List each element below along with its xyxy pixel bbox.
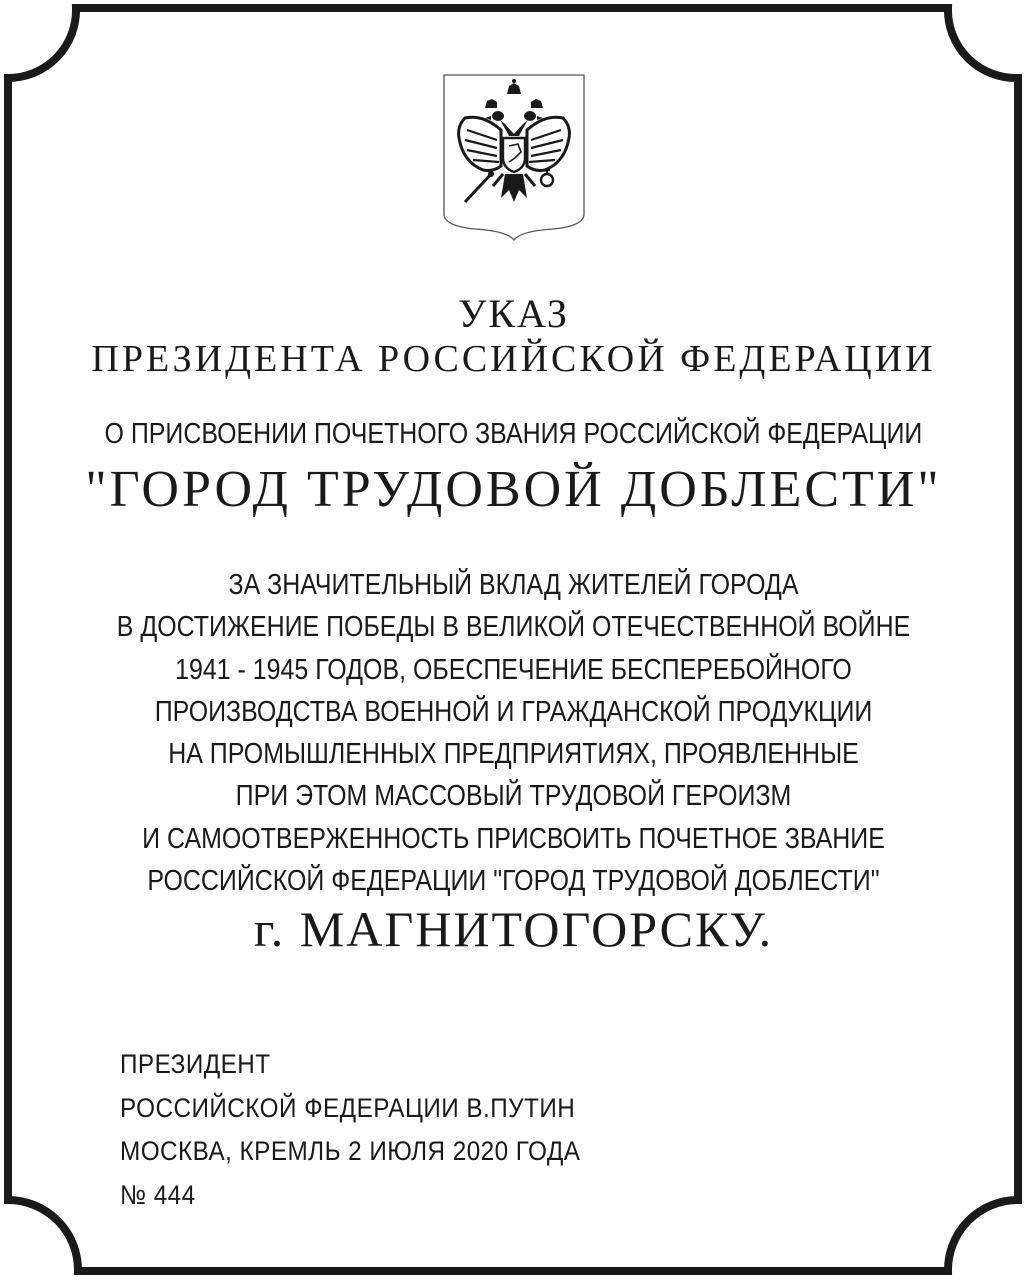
coat-of-arms-icon (443, 74, 585, 242)
body-line: 1941 - 1945 ГОДОВ, ОБЕСПЕЧЕНИЕ БЕСПЕРЕБОЙНОГО (175, 653, 852, 686)
honorary-title: "ГОРОД ТРУДОВОЙ ДОБЛЕСТИ" (85, 461, 942, 518)
place-and-date: МОСКВА, КРЕМЛЬ 2 ИЮЛЯ 2020 ГОДА (120, 1136, 581, 1166)
decree-issuer: ПРЕЗИДЕНТА РОССИЙСКОЙ ФЕДЕРАЦИИ (91, 338, 936, 380)
decree-number: № 444 (120, 1179, 196, 1210)
body-line: НА ПРОМЫШЛЕННЫХ ПРЕДПРИЯТИЯХ, ПРОЯВЛЕННЫЕ (168, 738, 859, 771)
decree-body (0, 564, 1027, 902)
signatory-position: ПРЕЗИДЕНТ (120, 1049, 271, 1079)
signatory-name: РОССИЙСКОЙ ФЕДЕРАЦИИ В.ПУТИН (120, 1092, 576, 1123)
body-line: ПРИ ЭТОМ МАССОВЫЙ ТРУДОВОЙ ГЕРОИЗМ (235, 780, 792, 813)
decree-subject: О ПРИСВОЕНИИ ПОЧЕТНОГО ЗВАНИЯ РОССИЙСКОЙ ФЕДЕРАЦИИ (104, 418, 923, 450)
body-line: И САМООТВЕРЖЕННОСТЬ ПРИСВОИТЬ ПОЧЕТНОЕ ЗВАНИЕ (142, 822, 885, 855)
body-line: ПРОИЗВОДСТВА ВОЕННОЙ И ГРАЖДАНСКОЙ ПРОДУКЦИИ (154, 695, 873, 728)
decree-title: УКАЗ (458, 291, 569, 336)
body-line: ЗА ЗНАЧИТЕЛЬНЫЙ ВКЛАД ЖИТЕЛЕЙ ГОРОДА (228, 569, 799, 601)
body-line: В ДОСТИЖЕНИЕ ПОБЕДЫ В ВЕЛИКОЙ ОТЕЧЕСТВЕННОЙ ВОЙНЕ (116, 611, 911, 644)
body-line: РОССИЙСКОЙ ФЕДЕРАЦИИ "ГОРОД ТРУДОВОЙ ДОБЛЕСТИ" (147, 865, 880, 898)
signature-block (120, 1043, 632, 1217)
city-name: г. МАГНИТОГОРСКУ. (253, 901, 774, 957)
